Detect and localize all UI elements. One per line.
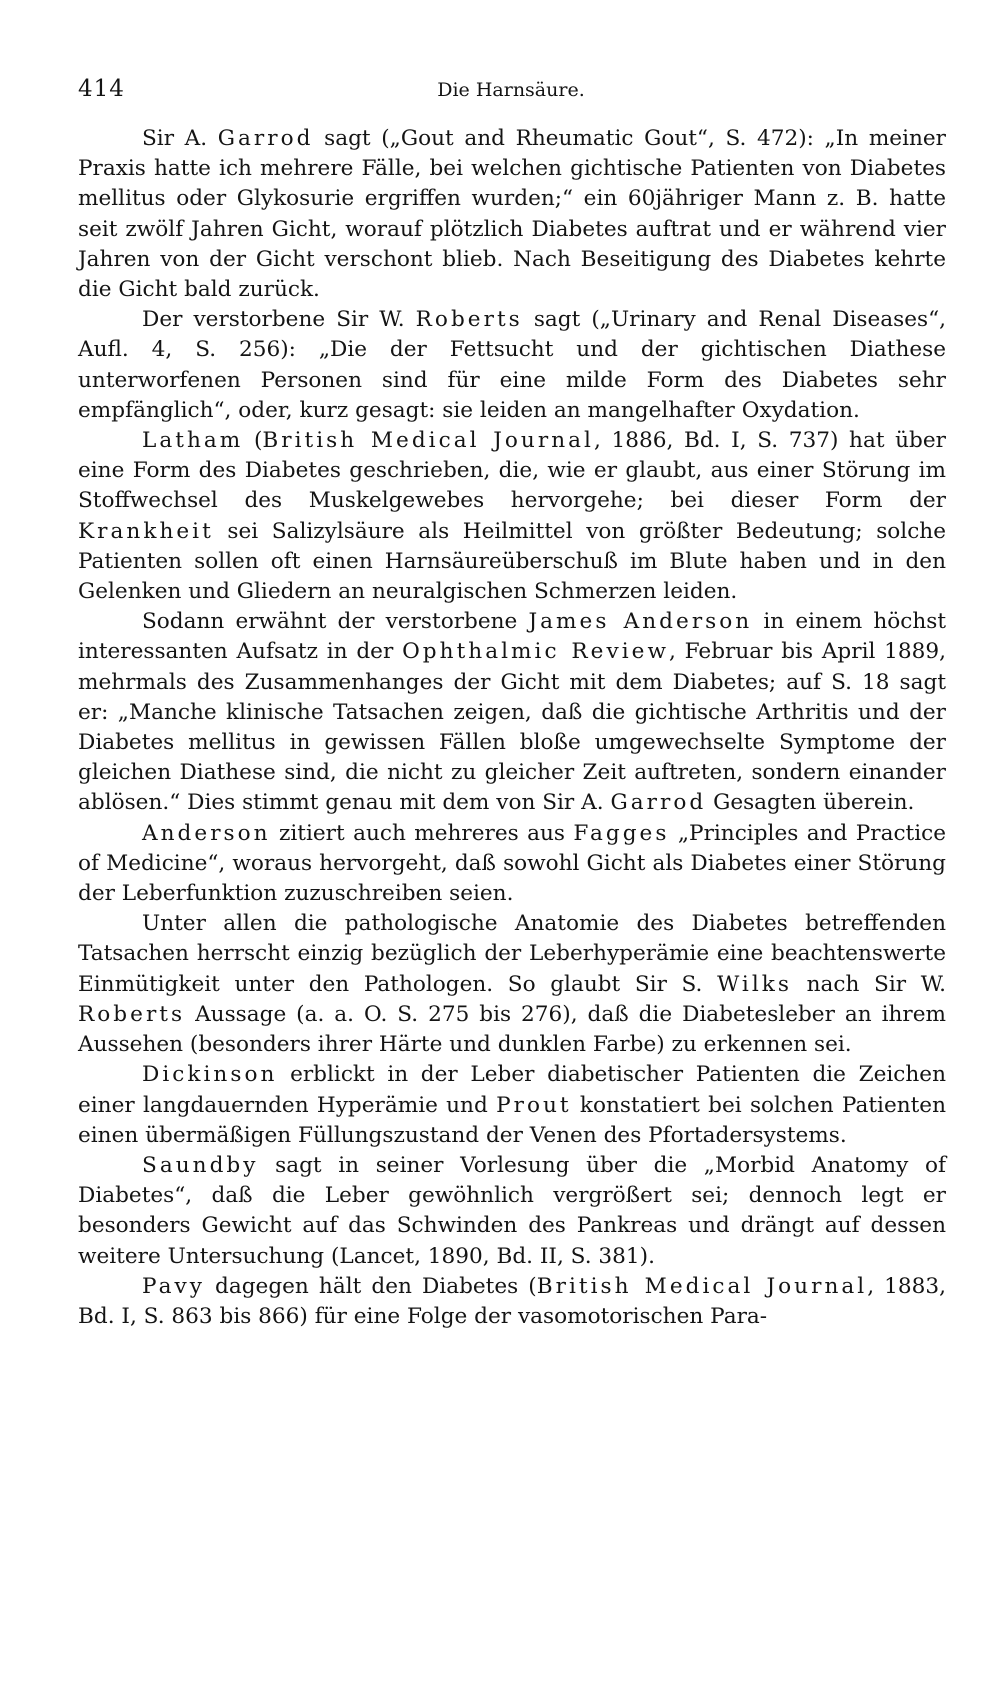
page-header xyxy=(78,76,944,112)
spaced-name: Garrod xyxy=(610,790,707,816)
page-number: 414 xyxy=(78,76,125,102)
text-run: Sir A. xyxy=(142,126,218,151)
paragraph xyxy=(78,1151,946,1272)
spaced-name: Anderson xyxy=(142,820,271,846)
spaced-name: Garrod xyxy=(217,126,314,151)
paragraph xyxy=(78,819,946,910)
spaced-name: British Medical Journal xyxy=(536,1273,868,1299)
text-run: Sodann erwähnt der verstorbene xyxy=(142,609,529,635)
text-run: sagt in seiner Vorlesung über die „Morbid Anatomy of Diabetes“, daß die Leber gewöhnlich vergrößert sei; dennoch legt er besonders Gewicht auf das Schwinden des Pankreas und drängt auf dessen weitere Untersuchung (Lancet, 1890, Bd. II, S. 381). xyxy=(78,1152,946,1269)
spaced-name: British Medical Journal xyxy=(262,428,594,454)
spaced-name: Roberts xyxy=(78,1001,186,1027)
text-run: konstatiert bei solchen Patienten einen übermäßigen Füllungszustand der Venen des Pfortadersystems. xyxy=(78,1092,946,1148)
spaced-name: Latham xyxy=(142,428,244,454)
text-run: , 1886, Bd. I, S. 737) hat über eine Form des Diabetes geschrieben, die, wie er glaubt, aus einer Störung im Stoffwechsel des Muskelgewebes hervorgehe; bei dieser Form der xyxy=(78,428,946,514)
paragraph xyxy=(78,124,946,305)
text-run: , Februar bis April 1889, mehrmals des Zusammenhanges der Gicht mit dem Diabetes; auf S. 18 sagt er: „Manche klinische Tatsachen zeigen, daß die gichtische Arthritis und der Diabetes mellitus in gewissen Fällen bloße umgewechselte Symptome der gleichen Diathese sind, die nicht zu gleicher Zeit auftreten, sondern einander ablösen.“ Dies stimmt genau mit dem von Sir A. xyxy=(78,639,946,816)
spaced-name: James Anderson xyxy=(528,609,753,635)
text-run: Der verstorbene Sir W. xyxy=(142,307,416,333)
text-run: erblickt in der Leber diabetischer Patienten die Zeichen einer langdauernden Hyperämie und xyxy=(78,1062,946,1118)
spaced-name: Ophthalmic Review xyxy=(402,639,669,665)
spaced-name: Dickinson xyxy=(142,1062,278,1088)
text-run: „Principles and Practice of Medicine“, woraus hervorgeht, daß sowohl Gicht als Diabetes einer Störung der Leberfunktion zuzuschreiben seien. xyxy=(78,820,947,907)
text-run: dagegen hält den Diabetes ( xyxy=(204,1273,537,1299)
text-run: sagt („Urinary and Renal Diseases“, Aufl. 4, S. 256): „Die der Fettsucht und der gichtischen Diathese unterworfenen Personen sind für eine milde Form des Diabetes sehr empfänglich“, oder, kurz gesagt: sie leiden an mangelhafter Oxydation. xyxy=(78,307,946,423)
text-run: sagt („Gout and Rheumatic Gout“, S. 472): „In meiner Praxis hatte ich mehrere Fälle, bei welchen gichtische Patienten von Diabetes mellitus oder Glykosurie ergriffen wurden;“ ein 60jähriger Mann z. B. hatte seit zwölf Jahren Gicht, worauf plötzlich Diabetes auftrat und er während vier Jahren von der Gicht verschont blieb. Nach Beseitigung des Diabetes kehrte die Gicht bald zurück. xyxy=(78,126,946,303)
paragraph xyxy=(78,909,946,1060)
paragraph xyxy=(78,607,946,818)
text-run: Aussage (a. a. O. S. 275 bis 276), daß die Diabetesleber an ihrem Aussehen (besonders ihrer Härte und dunklen Farbe) zu erkennen sei. xyxy=(78,1001,946,1058)
spaced-name: Wilks xyxy=(717,971,792,997)
spaced-name: Krankheit xyxy=(78,518,214,544)
body-text xyxy=(78,124,946,1332)
text-run: in einem höchst interessanten Aufsatz in der xyxy=(78,609,947,665)
text-run: ( xyxy=(243,428,263,454)
spaced-name: Fagges xyxy=(573,820,670,846)
spaced-name: Roberts xyxy=(415,307,523,333)
text-run: nach Sir W. xyxy=(791,971,946,997)
text-run: zitiert auch mehreres aus xyxy=(270,820,574,846)
spaced-name: Prout xyxy=(496,1092,572,1118)
paragraph xyxy=(78,1272,946,1332)
paragraph xyxy=(78,305,946,426)
spaced-name: Saundby xyxy=(142,1152,259,1178)
text-run: , 1883, Bd. I, S. 863 bis 866) für eine Folge der vasomotorischen Para- xyxy=(78,1273,946,1329)
text-run: sei Salizylsäure als Heilmittel von größter Bedeutung; solche Patienten sollen oft einen Harnsäureüberschuß im Blute haben und in den Gelenken und Gliedern an neuralgischen Schmerzen leiden. xyxy=(78,518,946,605)
running-title: Die Harnsäure. xyxy=(437,79,585,101)
spaced-name: Pavy xyxy=(142,1273,205,1299)
paragraph xyxy=(78,426,946,607)
paragraph xyxy=(78,1060,946,1151)
text-run: Unter allen die pathologische Anatomie des Diabetes betreffenden Tatsachen herrscht einzig bezüglich der Leberhyperämie eine beachtenswerte Einmütigkeit unter den Pathologen. So glaubt Sir S. xyxy=(78,911,946,997)
text-run: Gesagten überein. xyxy=(706,790,915,816)
